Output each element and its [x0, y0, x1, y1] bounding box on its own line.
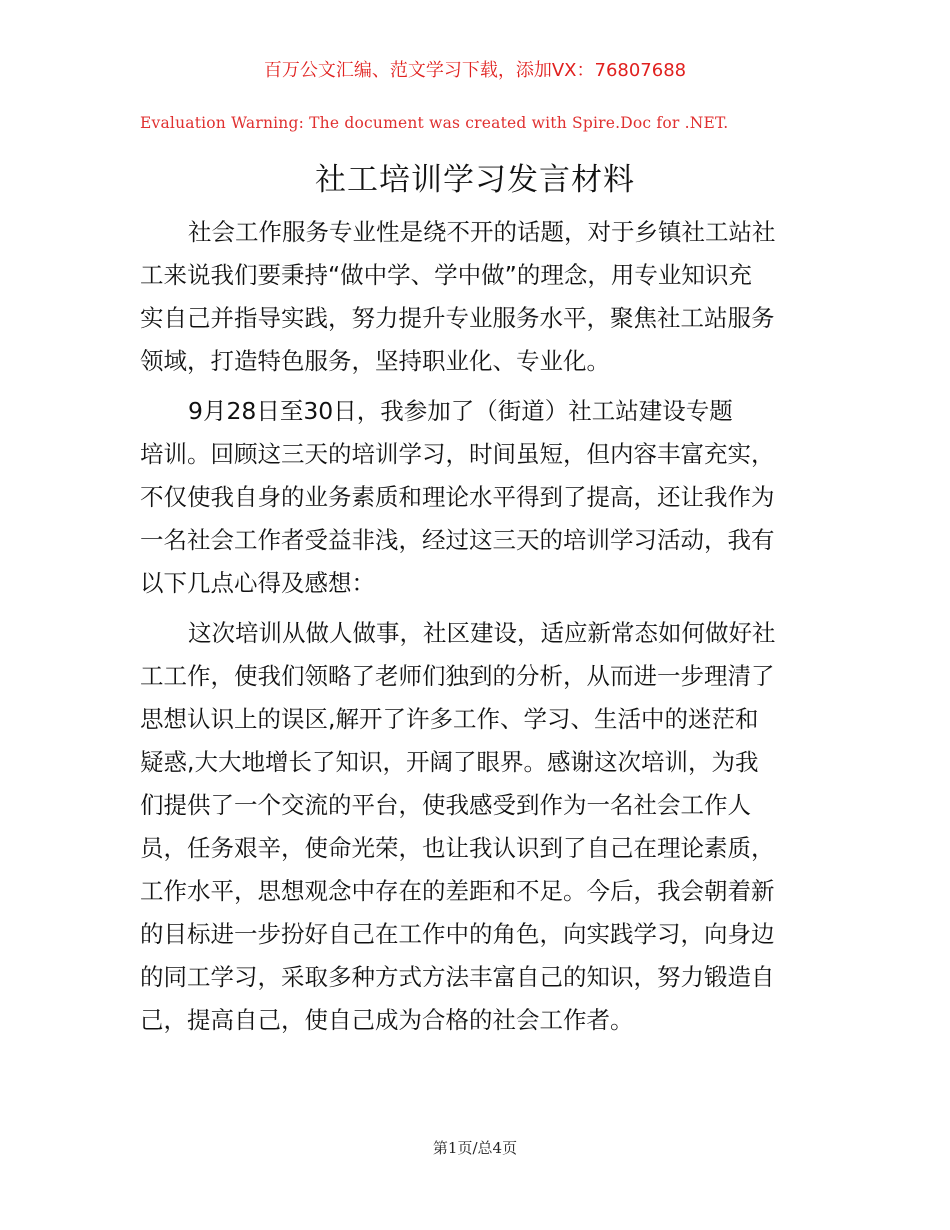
- paragraph-line: 工工作，使我们领略了老师们独到的分析，从而进一步理清了: [140, 662, 775, 690]
- paragraph-line: 们提供了一个交流的平台，使我感受到作为一名社会工作人: [140, 791, 751, 819]
- page-number-footer: 第1页/总4页: [432, 1139, 518, 1157]
- header-ad-link[interactable]: 百万公文汇编、范文学习下载，添加VX：76807688: [263, 60, 687, 81]
- document-body: [140, 211, 812, 1049]
- paragraph-line: 的同工学习，采取多种方式方法丰富自己的知识，努力锻造自: [140, 963, 775, 991]
- paragraph: [140, 390, 812, 605]
- paragraph-line: 工来说我们要秉持“做中学、学中做”的理念，用专业知识充: [140, 261, 752, 289]
- paragraph: [140, 211, 812, 383]
- evaluation-warning: Evaluation Warning: The document was created with Spire.Doc for .NET.: [140, 114, 729, 132]
- paragraph-line: 领域，打造特色服务，坚持职业化、专业化。: [140, 347, 610, 375]
- paragraph-line: 这次培训从做人做事，社区建设，适应新常态如何做好社: [188, 619, 776, 647]
- paragraph-line: 的目标进一步扮好自己在工作中的角色，向实践学习，向身边: [140, 920, 775, 948]
- paragraph-line: 不仅使我自身的业务素质和理论水平得到了提高，还让我作为: [140, 483, 775, 511]
- paragraph-line: 实自己并指导实践，努力提升专业服务水平，聚焦社工站服务: [140, 304, 775, 332]
- document-title: 社工培训学习发言材料: [315, 162, 635, 198]
- paragraph-line: 一名社会工作者受益非浅，经过这三天的培训学习活动，我有: [140, 526, 775, 554]
- paragraph-line: 培训。回顾这三天的培训学习，时间虽短，但内容丰富充实，: [140, 440, 775, 468]
- paragraph-line: 思想认识上的误区,解开了许多工作、学习、生活中的迷茫和: [140, 705, 759, 733]
- paragraph-line: 工作水平，思想观念中存在的差距和不足。今后，我会朝着新: [140, 877, 775, 905]
- paragraph-line: 社会工作服务专业性是绕不开的话题，对于乡镇社工站社: [188, 218, 776, 246]
- paragraph-line: 员，任务艰辛，使命光荣，也让我认识到了自己在理论素质，: [140, 834, 775, 862]
- paragraph-line: 己，提高自己，使自己成为合格的社会工作者。: [140, 1006, 634, 1034]
- paragraph-line: 疑惑,大大地增长了知识，开阔了眼界。感谢这次培训，为我: [140, 748, 759, 776]
- paragraph-line: 以下几点心得及感想：: [140, 569, 375, 597]
- paragraph-line: 9月28日至30日，我参加了（街道）社工站建设专题: [188, 397, 733, 425]
- paragraph: [140, 612, 812, 1042]
